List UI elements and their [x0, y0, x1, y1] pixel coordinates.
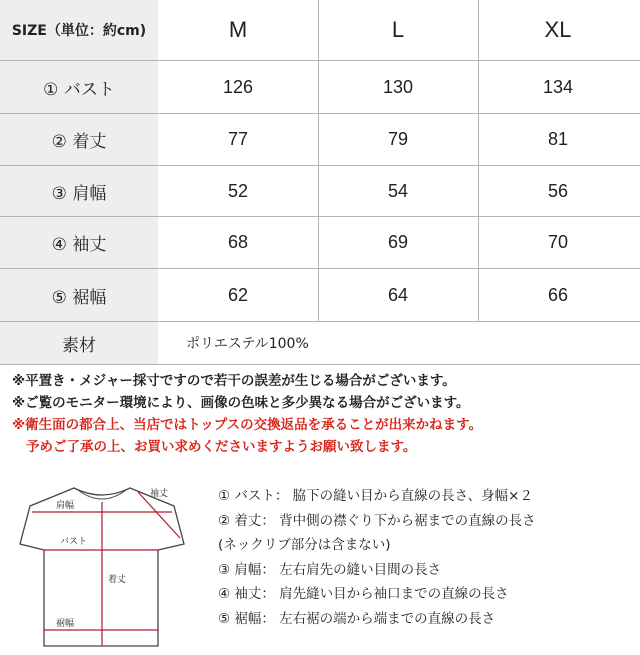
bust-label: バスト	[60, 537, 88, 547]
table-row	[0, 166, 640, 216]
table-cell: 130	[382, 76, 414, 97]
definition-length-note: (ネックリブ部分は含まない)	[218, 537, 391, 553]
table-cell: 62	[227, 284, 249, 305]
definition-shoulder: ③ 肩幅： 左右肩先の縫い目間の長さ	[218, 561, 442, 578]
material-label: 素材	[0, 322, 158, 364]
table-cell: 77	[227, 129, 249, 149]
table-divider	[0, 321, 640, 322]
table-cell: 56	[547, 180, 569, 201]
size-xl-header: XL	[544, 17, 572, 42]
row-label: ① バスト	[0, 61, 158, 113]
shoulder-label: 肩幅	[56, 501, 75, 511]
notes	[12, 370, 632, 458]
table-cell: 52	[227, 180, 249, 201]
table-cell: 81	[547, 129, 569, 149]
length-label: 着丈	[108, 575, 127, 585]
table-cell: 126	[222, 76, 254, 97]
note-monitor: ※ご覧のモニター環境により、画像の色味と多少異なる場合がございます。	[12, 395, 470, 411]
note-acknowledgement: 予めご了承の上、お買い求めくださいますようお願い致します。	[26, 439, 417, 455]
table-cell: 79	[387, 129, 409, 149]
definition-length: ② 着丈： 背中側の襟ぐり下から裾までの直線の長さ	[218, 512, 536, 529]
table-divider	[0, 60, 640, 61]
measurement-definitions	[218, 484, 638, 631]
table-divider	[0, 364, 640, 365]
table-row	[0, 217, 640, 268]
size-l-header: L	[391, 17, 405, 42]
material-row	[0, 322, 640, 364]
table-header-row	[0, 0, 640, 60]
hem-label: 裾幅	[56, 619, 75, 629]
note-measurement: ※平置き・メジャー採寸ですので若干の誤差が生じる場合がございます。	[12, 373, 456, 389]
table-cell: 68	[227, 232, 249, 252]
row-label: ④ 袖丈	[0, 217, 158, 268]
definition-hem: ⑤ 裾幅： 左右裾の端から端までの直線の長さ	[218, 610, 496, 627]
sleeve-label: 袖丈	[150, 489, 169, 499]
table-row	[0, 269, 640, 321]
table-divider	[478, 0, 479, 321]
row-label: ② 着丈	[0, 114, 158, 165]
table-divider	[0, 165, 640, 166]
table-row	[0, 114, 640, 165]
row-label: ③ 肩幅	[0, 166, 158, 216]
definition-sleeve: ④ 袖丈： 肩先縫い目から袖口までの直線の長さ	[218, 586, 509, 602]
table-cell: 134	[542, 76, 574, 97]
row-label: ⑤ 裾幅	[0, 269, 158, 321]
table-cell: 64	[387, 284, 409, 305]
table-divider	[0, 268, 640, 269]
table-cell: 66	[547, 284, 569, 305]
table-cell: 69	[387, 232, 409, 252]
table-cell: 70	[547, 232, 569, 252]
table-cell: 54	[387, 180, 409, 201]
note-no-return: ※衛生面の都合上、当店ではトップスの交換返品を承ることが出来かねます。	[12, 417, 483, 433]
table-row	[0, 61, 640, 113]
definition-bust: ① バスト： 脇下の縫い目から直線の長さ、身幅×２	[218, 488, 533, 504]
table-divider	[0, 216, 640, 217]
size-unit-header: SIZE（単位：約cm)	[0, 0, 158, 60]
material-value: ポリエステル100%	[186, 336, 309, 352]
tshirt-outline-svg	[12, 478, 192, 650]
tshirt-diagram	[12, 478, 192, 650]
table-divider	[0, 113, 640, 114]
table-divider	[318, 0, 319, 321]
size-m-header: M	[228, 17, 248, 42]
